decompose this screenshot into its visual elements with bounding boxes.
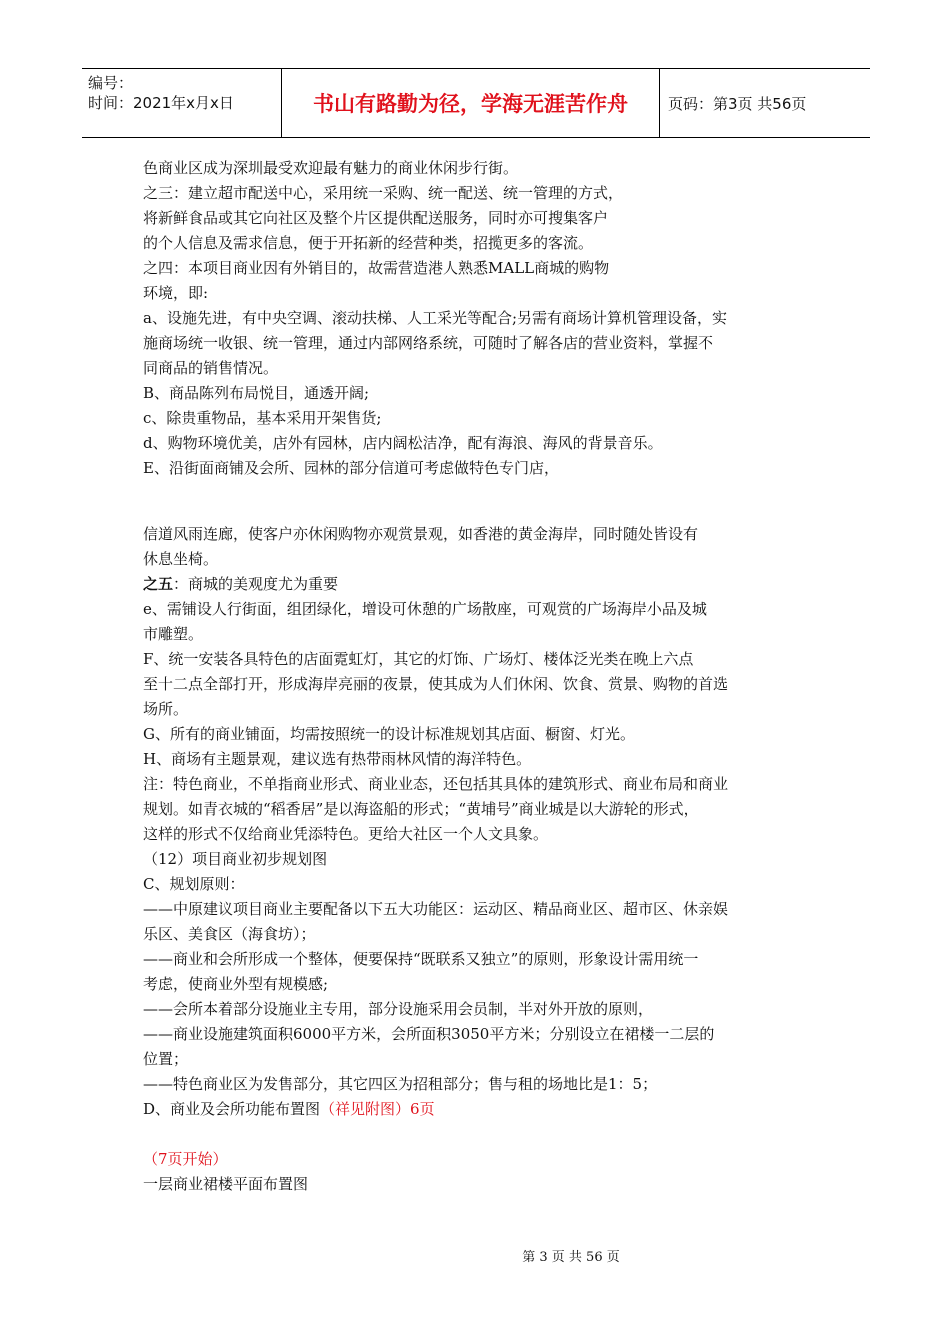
text-line: c、除贵重物品，基本采用开架售货;	[143, 409, 382, 427]
text-line: d、购物环境优美，店外有园林，店内阔松洁净，配有海浪、海风的背景音乐。	[143, 434, 663, 452]
text-line: e、需铺设人行街面，组团绿化，增设可休憩的广场散座，可观赏的广场海岸小品及城	[143, 600, 707, 618]
text-line: （12）项目商业初步规划图	[143, 850, 328, 868]
header-motto: 书山有路勤为径，学海无涯苦作舟	[282, 69, 660, 137]
text-line: 乐区、美食区（海食坊）；	[143, 925, 316, 943]
text-line: 施商场统一收银、统一管理，通过内部网络系统，可随时了解各店的营业资料，掌握不	[143, 334, 714, 352]
layout-plan-reference: （祥见附图）6页	[320, 1100, 435, 1118]
text-line: ——特色商业区为发售部分，其它四区为招租部分；售与租的场地比是1：5；	[143, 1075, 658, 1093]
text-line: 之三：建立超市配送中心，采用统一采购、统一配送、统一管理的方式，	[143, 184, 624, 202]
text-line: 场所。	[143, 700, 189, 718]
text-line: 环境，即:	[143, 284, 209, 302]
text-line	[143, 572, 811, 597]
page-header	[82, 68, 870, 138]
text-line: a、设施先进，有中央空调、滚动扶梯、人工采光等配合;另需有商场计算机管理设备，实	[143, 309, 728, 327]
text-line: G、所有的商业铺面，均需按照统一的设计标准规划其店面、橱窗、灯光。	[143, 725, 635, 743]
text-line: 至十二点全部打开，形成海岸亮丽的夜景，使其成为人们休闲、饮食、赏景、购物的首选	[143, 675, 729, 693]
header-page-label: 页码：第3页 共56页	[668, 94, 807, 113]
page-footer	[0, 1246, 950, 1265]
doc-number-label: 编号：	[88, 74, 134, 92]
layout-plan-text: D、商业及会所功能布置图	[143, 1100, 321, 1118]
section-five-text: ：商城的美观度尤为重要	[173, 575, 339, 593]
text-line: H、商场有主题景观，建议选有热带雨林风情的海洋特色。	[143, 750, 532, 768]
page-start-note: （7页开始）	[143, 1150, 228, 1168]
section-five-heading: 之五	[143, 575, 174, 593]
text-line: ——商业设施建筑面积6000平方米，会所面积3050平方米；分别设立在裙楼一二层的	[143, 1025, 715, 1043]
text-line: 这样的形式不仅给商业凭添特色。更给大社区一个人文具象。	[143, 825, 549, 843]
text-line: 色商业区成为深圳最受欢迎最有魅力的商业休闲步行街。	[143, 159, 519, 177]
text-line: 的个人信息及需求信息，便于开拓新的经营种类，招揽更多的客流。	[143, 234, 594, 252]
text-line: ——中原建议项目商业主要配备以下五大功能区：运动区、精品商业区、超市区、休亲娱	[143, 900, 729, 918]
text-line: F、统一安装各具特色的店面霓虹灯，其它的灯饰、广场灯、楼体泛光类在晚上六点	[143, 650, 694, 668]
text-line: ——会所本着部分设施业主专用，部分设施采用会员制，半对外开放的原则，	[143, 1000, 654, 1018]
header-meta	[82, 69, 282, 137]
text-line: 位置；	[143, 1050, 189, 1068]
text-line: 市雕塑。	[143, 625, 204, 643]
text-line: 同商品的销售情况。	[143, 359, 279, 377]
text-line: 规划。如青衣城的“稻香居”是以海盗船的形式；“黄埔号”商业城是以大游轮的形式，	[143, 800, 699, 818]
text-line: 信道风雨连廊，使客户亦休闲购物亦观赏景观，如香港的黄金海岸，同时随处皆设有	[143, 525, 699, 543]
document-body	[143, 156, 811, 1197]
doc-time-label: 时间：2021年x月x日	[88, 94, 234, 112]
text-line: 休息坐椅。	[143, 550, 219, 568]
text-line: 注：特色商业，不单指商业形式、商业业态，还包括其具体的建筑形式、商业布局和商业	[143, 775, 729, 793]
text-line: 之四：本项目商业因有外销目的，故需营造港人熟悉MALL商城的购物	[143, 259, 610, 277]
floor-plan-caption: 一层商业裙楼平面布置图	[143, 1175, 309, 1193]
text-line: E、沿街面商铺及会所、园林的部分信道可考虑做特色专门店，	[143, 459, 559, 477]
text-line: C、规划原则：	[143, 875, 245, 893]
text-line	[143, 1097, 811, 1122]
text-line: B、商品陈列布局悦目，通透开阔;	[143, 384, 370, 402]
text-line: 考虑，使商业外型有规模感;	[143, 975, 329, 993]
text-line: ——商业和会所形成一个整体，便要保持“既联系又独立”的原则，形象设计需用统一	[143, 950, 699, 968]
footer-page-number: 第 3 页 共 56 页	[522, 1250, 620, 1265]
text-line: 将新鲜食品或其它向社区及整个片区提供配送服务，同时亦可搜集客户	[143, 209, 609, 227]
